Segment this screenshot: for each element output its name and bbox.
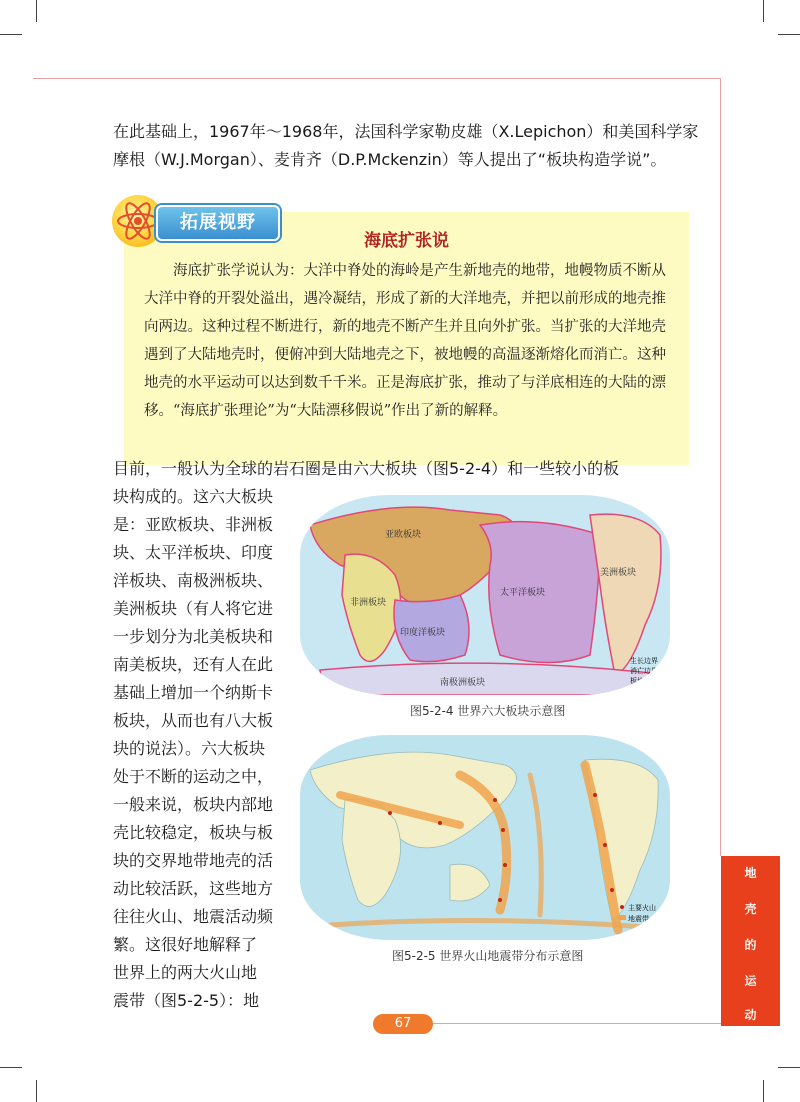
tab-char: 的 bbox=[744, 938, 757, 952]
intro-line: 摩根（W.J.Morgan）、麦肯齐（D.P.Mckenzin）等人提出了“板块构造学说”。 bbox=[113, 150, 667, 169]
side-line: 壳比较稳定，板块与板 bbox=[113, 823, 274, 842]
side-paragraph bbox=[113, 483, 288, 1015]
crop-mark bbox=[36, 0, 37, 22]
side-line: 块的说法）。六大板块 bbox=[113, 739, 266, 758]
extension-box bbox=[124, 212, 689, 465]
legend-item: 板块界线 bbox=[630, 677, 658, 685]
side-line: 一般来说，板块内部地 bbox=[113, 795, 274, 814]
figure-caption: 图5-2-5 世界火山地震带分布示意图 bbox=[392, 949, 584, 963]
side-line: 处于不断的运动之中， bbox=[113, 767, 274, 786]
page-number: 67 bbox=[373, 1014, 433, 1034]
side-line: 往往火山、地震活动频 bbox=[113, 907, 274, 926]
side-line: 世界上的两大火山地 bbox=[113, 963, 258, 982]
plate-map bbox=[300, 495, 670, 695]
tab-char: 动 bbox=[744, 1008, 757, 1022]
box-body bbox=[144, 257, 674, 425]
side-line: 美洲板块（有人将它进 bbox=[113, 599, 274, 618]
map-label-eurasia: 亚欧板块 bbox=[385, 530, 422, 540]
side-line: 一步划分为北美板块和 bbox=[113, 627, 274, 646]
crop-mark bbox=[778, 1067, 800, 1068]
tab-char: 运 bbox=[744, 974, 757, 988]
map-label-indian: 印度洋板块 bbox=[400, 628, 446, 638]
side-line: 南美板块，还有人在此 bbox=[113, 655, 274, 674]
volcano-belt-map bbox=[300, 735, 670, 940]
page-frame-bottom bbox=[422, 1023, 722, 1024]
current-line: 目前，一般认为全球的岩石圈是由六大板块（图5-2-4）和一些较小的板 bbox=[113, 459, 620, 478]
crop-mark bbox=[36, 1080, 37, 1102]
badge-label: 拓展视野 bbox=[156, 205, 280, 241]
legend-item: 生长边界 bbox=[630, 657, 658, 665]
side-line: 块构成的。这六大板块 bbox=[113, 487, 274, 506]
crop-mark bbox=[763, 0, 764, 22]
tab-char: 壳 bbox=[744, 902, 757, 916]
crop-mark bbox=[778, 34, 800, 35]
chapter-side-tab bbox=[721, 856, 780, 1026]
tab-char: 地 bbox=[744, 866, 757, 880]
legend-item: 消亡边界 bbox=[630, 667, 658, 675]
intro-line: 在此基础上，1967年～1968年，法国科学家勒皮雄（X.Lepichon）和美国科学家 bbox=[113, 122, 699, 141]
intro-paragraph bbox=[113, 118, 713, 174]
crop-mark bbox=[763, 1080, 764, 1102]
legend-item: 主要火山 bbox=[628, 904, 656, 912]
side-line: 繁。这很好地解释了 bbox=[113, 935, 258, 954]
box-title: 海底扩张说 bbox=[364, 231, 449, 251]
page-frame-right bbox=[720, 78, 721, 856]
side-line: 动比较活跃，这些地方 bbox=[113, 879, 274, 898]
side-line: 块、太平洋板块、印度 bbox=[113, 543, 274, 562]
side-line: 基础上增加一个纳斯卡 bbox=[113, 683, 274, 702]
map-label-africa: 非洲板块 bbox=[350, 598, 387, 608]
map-label-pacific: 太平洋板块 bbox=[500, 588, 546, 598]
crop-mark bbox=[0, 1067, 22, 1068]
figure-caption: 图5-2-4 世界六大板块示意图 bbox=[410, 704, 566, 718]
map-legend bbox=[618, 903, 656, 923]
map-label-america: 美洲板块 bbox=[600, 568, 637, 578]
side-line: 块的交界地带地壳的活 bbox=[113, 851, 274, 870]
extension-badge bbox=[112, 195, 282, 247]
page-frame-top bbox=[33, 78, 721, 79]
map-label-antarctic: 南极洲板块 bbox=[440, 678, 486, 688]
side-line: 板块，从而也有八大板 bbox=[113, 711, 274, 730]
legend-item: 地震带 bbox=[628, 915, 649, 923]
map-legend bbox=[630, 656, 658, 685]
crop-mark bbox=[0, 34, 22, 35]
side-line: 震带（图5-2-5）：地 bbox=[113, 991, 260, 1010]
side-line: 是：亚欧板块、非洲板 bbox=[113, 515, 274, 534]
side-line: 洋板块、南极洲板块、 bbox=[113, 571, 274, 590]
box-paragraph: 海底扩张学说认为：大洋中脊处的海岭是产生新地壳的地带，地幔物质不断从大洋中脊的开裂处溢出，遇冷凝结，形成了新的大洋地壳，并把以前形成的地壳推向两边。这种过程不断进行，新的地壳不断产生并且向外扩张。当扩张的大洋地壳遇到了大陆地壳时，便俯冲到大陆地壳之下，被地幔的高温逐渐熔化而消亡。这种地壳的水平运动可以达到数千千米。正是海底扩张，推动了与洋底相连的大陆的漂移。“海底扩张理论”为“大陆漂移假说”作出了新的解释。 bbox=[144, 263, 666, 419]
current-paragraph bbox=[113, 455, 713, 483]
